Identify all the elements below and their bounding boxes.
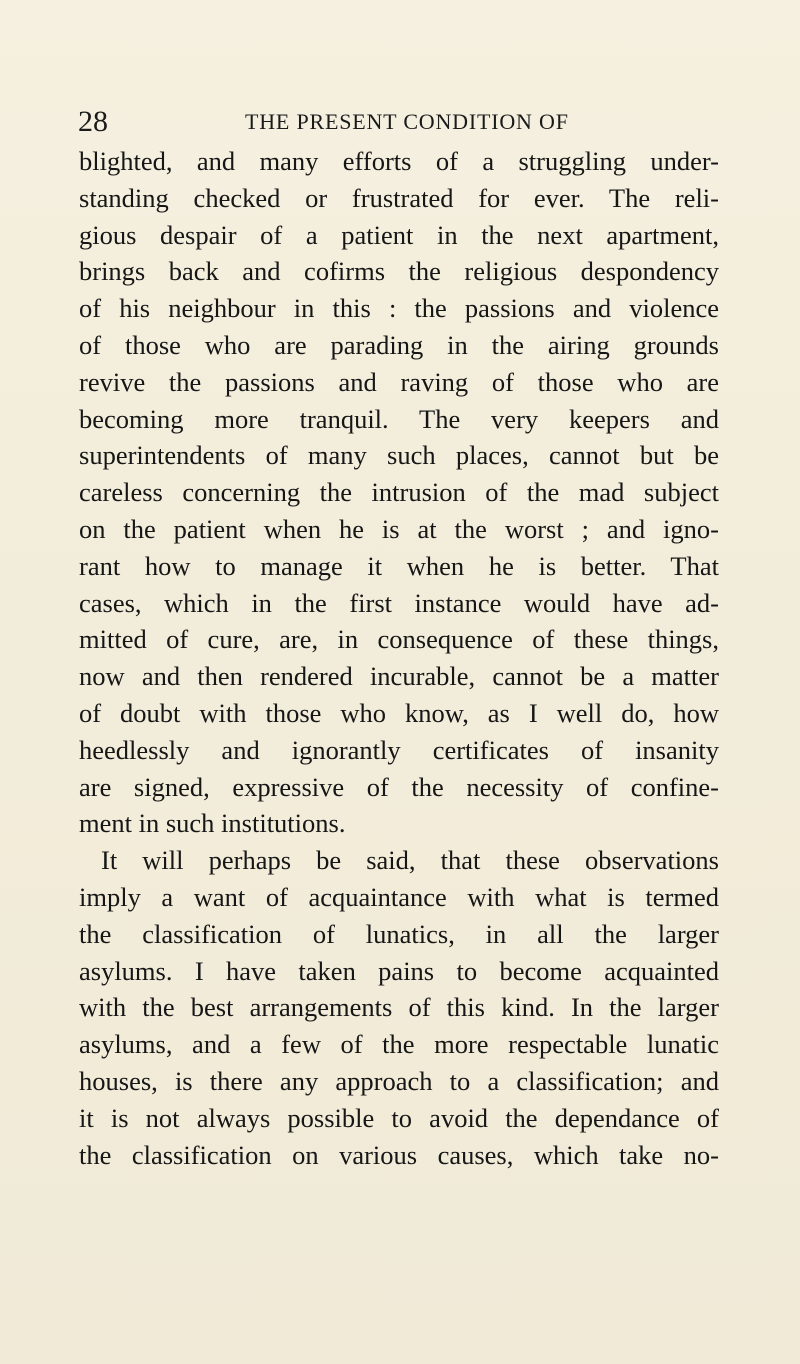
text-line: it is not always possible to avoid the dependance of [79, 1102, 719, 1133]
text-line: ment in such institutions. [79, 808, 346, 839]
text-line: blighted, and many efforts of a struggling under- [79, 146, 719, 176]
text-line: superintendents of many such places, cannot but be [79, 440, 719, 471]
text-line: cases, which in the first instance would have ad- [79, 587, 719, 618]
text-line: of his neighbour in this : the passions and violence [79, 293, 719, 324]
page-header [78, 102, 718, 142]
paragraph [79, 143, 719, 842]
text-line: imply a want of acquaintance with what is termed [79, 881, 719, 912]
text-line: are signed, expressive of the necessity of confine- [79, 771, 719, 802]
text-line: rant how to manage it when he is better. That [79, 550, 719, 581]
text-line: standing checked or frustrated for ever. The reli- [79, 182, 719, 213]
text-line: the classification on various causes, which take no- [79, 1139, 719, 1170]
body-text [79, 143, 719, 1173]
text-line: with the best arrangements of this kind. In the larger [79, 992, 719, 1023]
text-line: asylums. I have taken pains to become acquainted [79, 955, 719, 986]
text-line: gious despair of a patient in the next apartment, [79, 219, 719, 250]
text-line: the classification of lunatics, in all the larger [79, 918, 719, 949]
text-line: of those who are parading in the airing grounds [79, 329, 719, 360]
text-line: of doubt with those who know, as I well do, how [79, 697, 719, 728]
paragraph [79, 842, 719, 1173]
text-line: brings back and cofirms the religious despondency [79, 256, 719, 287]
text-line: on the patient when he is at the worst ; and igno- [79, 513, 719, 544]
text-line: houses, is there any approach to a classification; and [79, 1065, 719, 1096]
text-line: careless concerning the intrusion of the mad subject [79, 477, 719, 508]
running-head: THE PRESENT CONDITION OF [245, 109, 569, 134]
text-line: heedlessly and ignorantly certificates of insanity [79, 734, 719, 765]
text-line: mitted of cure, are, in consequence of these things, [79, 624, 719, 655]
text-line: becoming more tranquil. The very keepers and [79, 403, 719, 434]
page-number: 28 [78, 105, 108, 138]
text-line: revive the passions and raving of those who are [79, 366, 719, 397]
text-line: now and then rendered incurable, cannot be a matter [79, 661, 719, 692]
text-line: asylums, and a few of the more respectable lunatic [79, 1029, 719, 1060]
text-line: It will perhaps be said, that these observations [101, 845, 719, 876]
